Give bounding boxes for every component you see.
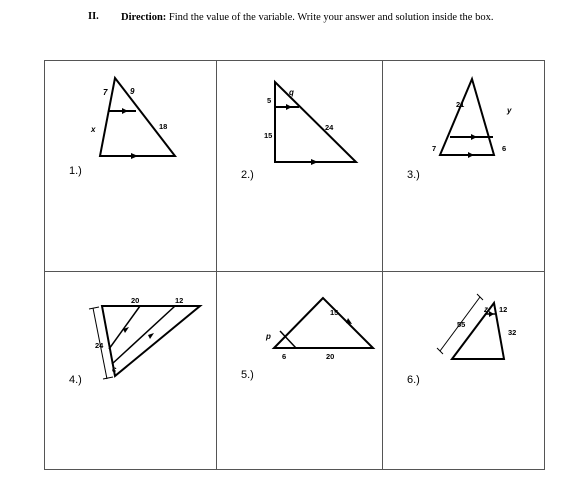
variable-y: y bbox=[507, 106, 512, 115]
triangle-figure-2 bbox=[216, 61, 382, 271]
problem-box-6[interactable] bbox=[382, 271, 544, 469]
problem-box-3[interactable] bbox=[382, 61, 544, 271]
label-right: 32 bbox=[508, 328, 517, 337]
label-right-bottom: 6 bbox=[502, 144, 507, 153]
label-top-right: 9 bbox=[130, 87, 135, 96]
label-left-bottom: 7 bbox=[432, 144, 437, 153]
label-top: 15 bbox=[330, 308, 339, 317]
section-number: II. bbox=[88, 11, 99, 22]
variable-p: p bbox=[266, 332, 271, 341]
direction-text bbox=[121, 11, 531, 24]
triangle-figure-5 bbox=[216, 271, 382, 469]
label-bottom-left: 6 bbox=[282, 352, 287, 361]
problem-number: 5.) bbox=[241, 369, 254, 381]
label-top-left: 20 bbox=[131, 296, 140, 305]
triangle-figure-3 bbox=[382, 61, 544, 271]
variable-c: c bbox=[112, 365, 117, 374]
problem-box-4[interactable] bbox=[45, 271, 216, 469]
label-top: 21 bbox=[456, 100, 465, 109]
label-side: 24 bbox=[95, 341, 104, 350]
triangle-figure-4 bbox=[45, 271, 216, 469]
label-bottom-right: 20 bbox=[326, 352, 335, 361]
problem-number: 4.) bbox=[69, 374, 82, 386]
label-top-right: 12 bbox=[499, 305, 508, 314]
problem-number: 1.) bbox=[69, 165, 82, 177]
triangle-figure-6 bbox=[382, 271, 544, 469]
variable-x: x bbox=[91, 125, 96, 134]
direction-body: Find the value of the variable. Write your answer and solution inside the box. bbox=[166, 12, 494, 23]
problem-box-2[interactable] bbox=[216, 61, 382, 271]
label-top-left: 7 bbox=[103, 88, 108, 97]
problem-number: 3.) bbox=[407, 169, 420, 181]
label-top-right: 12 bbox=[175, 296, 184, 305]
label-top-left: 5 bbox=[267, 96, 272, 105]
variable-z: z bbox=[484, 305, 488, 314]
problem-grid bbox=[44, 60, 545, 470]
problem-number: 6.) bbox=[407, 374, 420, 386]
problem-box-1[interactable] bbox=[45, 61, 216, 271]
instructions-header bbox=[0, 0, 580, 50]
problem-number: 2.) bbox=[241, 169, 254, 181]
direction-label: Direction: bbox=[121, 12, 167, 23]
variable-q: q bbox=[289, 88, 294, 97]
label-side-left: 15 bbox=[264, 131, 273, 140]
label-side-right: 18 bbox=[159, 122, 168, 131]
problem-box-5[interactable] bbox=[216, 271, 382, 469]
label-side-right: 24 bbox=[325, 123, 334, 132]
triangle-figure-1 bbox=[45, 61, 216, 271]
label-left: 55 bbox=[457, 320, 466, 329]
